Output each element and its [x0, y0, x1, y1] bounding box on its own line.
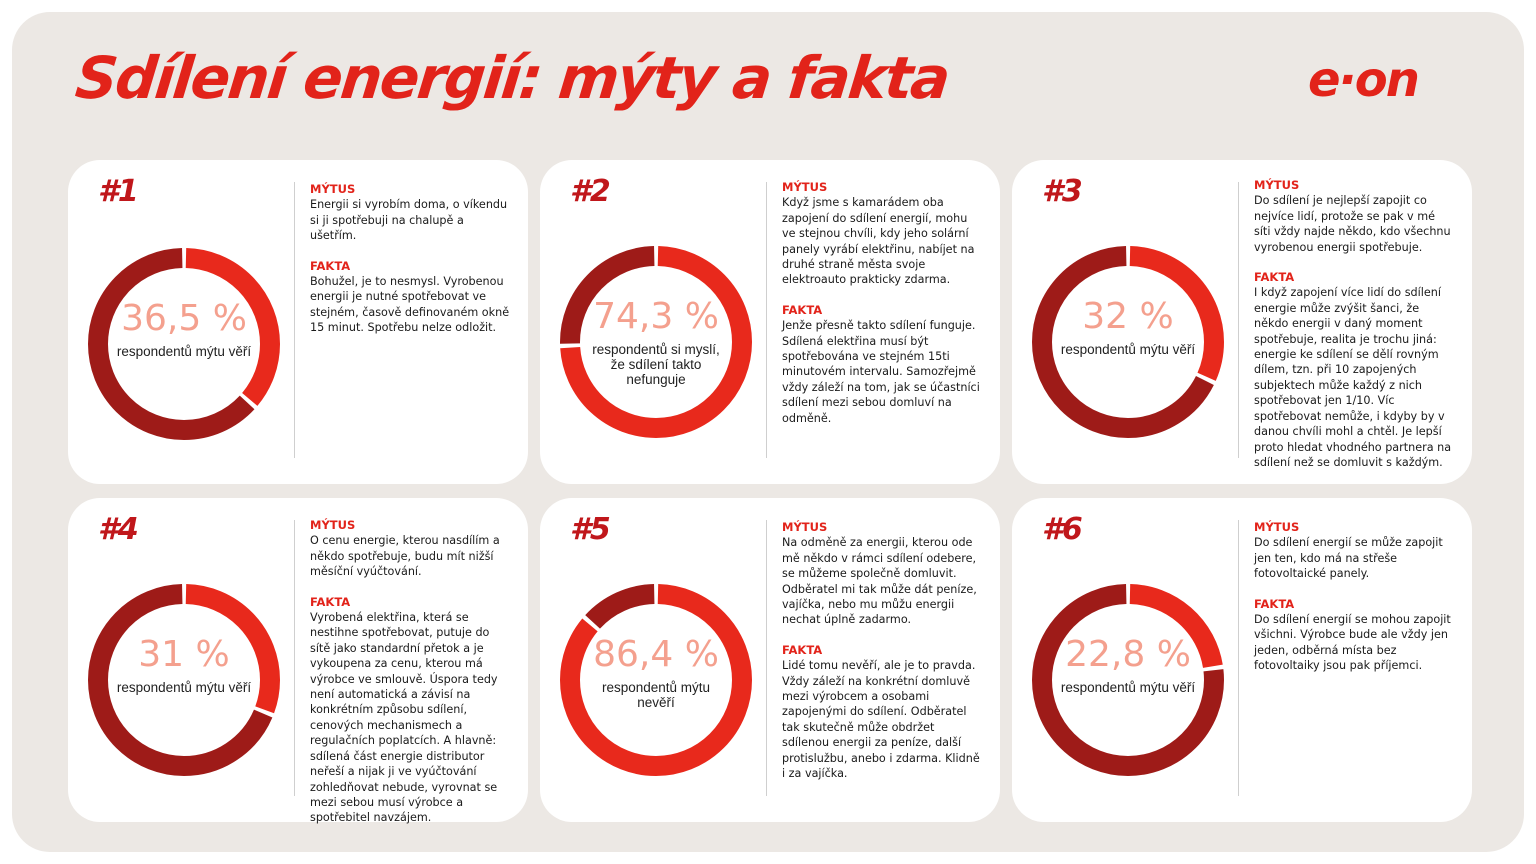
- fact-text: Do sdílení energií se mohou zapojit všichni. Výrobce bude ale vždy jen jeden, odběrná místa bez fotovoltaiky jsou pak příjemci.: [1254, 613, 1451, 673]
- percent-value: 86,4 %: [593, 634, 719, 675]
- fact-text: Bohužel, je to nesmysl. Vyrobenou energii je nutné spotřebovat ve stejném, časově definovaném okně 15 minut. Spotřebu nelze odložit.: [310, 275, 510, 335]
- text-column: [1254, 178, 1454, 470]
- percent-value: 31 %: [138, 634, 230, 675]
- myth-card: [1012, 498, 1472, 822]
- donut-chart: [1030, 582, 1226, 778]
- donut-chart: [558, 244, 754, 440]
- fact-text: Vyrobená elektřina, která se nestihne spotřebovat, putuje do sítě jako standardní přetok a je vykoupena za cenu, kterou má výrobce ve smlouvě. Úspora tedy není automatická a závisí na konkrétním způsobu sdílení, cenových mechanismech a regulačních poplatcích. A hlavně: sdílená část energie distributor neřeší a nijak ji ve vyúčtování zohledňovat nebude, vyrovnat se mezi sebou musí výrobce a spotřebitel navzájem.: [310, 611, 498, 825]
- divider: [1238, 182, 1239, 458]
- eon-logo: e·on: [1308, 52, 1418, 108]
- myth-heading: MÝTUS: [782, 180, 828, 194]
- myth-text: Na odměně za energii, kterou ode mě někdo v rámci sdílení odebere, se můžeme společně domluvit. Odběratel mi tak může dát peníze, vajíčka, nebo mu můžu energii nechat úplně zadarmo.: [782, 536, 977, 627]
- donut-chart: [86, 582, 282, 778]
- percent-label: respondentů mýtu věří: [116, 344, 252, 359]
- donut-chart: [558, 582, 754, 778]
- text-column: [310, 182, 510, 336]
- myth-heading: MÝTUS: [782, 520, 828, 534]
- fact-heading: FAKTA: [1254, 270, 1295, 285]
- myth-heading: MÝTUS: [1254, 178, 1300, 192]
- divider: [294, 182, 295, 458]
- percent-value: 36,5 %: [121, 298, 247, 339]
- myth-card: [540, 498, 1000, 822]
- myth-heading: MÝTUS: [310, 518, 356, 532]
- percent-label: respondentů mýtu věří: [116, 680, 252, 695]
- fact-heading: FAKTA: [1254, 596, 1295, 611]
- divider: [766, 182, 767, 458]
- myth-heading: MÝTUS: [1254, 520, 1300, 534]
- card-number: #5: [570, 512, 610, 547]
- text-column: [1254, 520, 1454, 674]
- myth-card: [540, 160, 1000, 484]
- fact-text: Lidé tomu nevěří, ale je to pravda. Vždy záleží na konkrétní domluvě mezi výrobcem a osobami zapojenými do sdílení. Odběratel tak skutečně může obdržet sdílenou energii za peníze, další protislužbu, anebo i zdarma. Klidně i za vajíčka.: [782, 659, 980, 781]
- myth-text: Do sdílení je nejlepší zapojit co nejvíce lidí, protože se pak v mé síti vždy najde někdo, kdo všechnu vyrobenou energii spotřebuje.: [1254, 194, 1451, 254]
- percent-value: 32 %: [1082, 296, 1174, 337]
- myth-card: [68, 498, 528, 825]
- donut-chart: [86, 246, 282, 442]
- fact-heading: FAKTA: [782, 302, 823, 317]
- text-column: [310, 518, 510, 826]
- fact-heading: FAKTA: [782, 642, 823, 657]
- card-number: #3: [1042, 174, 1082, 209]
- card-number: #4: [98, 512, 138, 547]
- myth-card: [68, 160, 528, 484]
- card-number: #1: [98, 174, 138, 209]
- text-column: [782, 520, 982, 782]
- myth-card: [1012, 160, 1472, 484]
- fact-heading: FAKTA: [310, 258, 351, 273]
- divider: [294, 520, 295, 796]
- page-title: Sdílení energií: mýty a fakta: [72, 44, 952, 112]
- myth-text: Energii si vyrobím doma, o víkendu si ji spotřebuji na chalupě a ušetřím.: [310, 198, 508, 243]
- percent-label: respondentů si myslí, že sdílení takto nefunguje: [592, 342, 720, 387]
- donut-chart: [1030, 244, 1226, 440]
- text-column: [782, 180, 982, 426]
- myth-heading: MÝTUS: [310, 182, 356, 196]
- divider: [1238, 520, 1239, 796]
- fact-heading: FAKTA: [310, 594, 351, 609]
- myth-text: Když jsme s kamarádem oba zapojení do sdílení energií, mohu ve stejnou chvíli, kdy jeho solární panely vyrábí elektřinu, nabíjet na druhé straně města svoje elektroauto prakticky zdarma.: [782, 196, 975, 287]
- percent-label: respondentů mýtu věří: [1060, 342, 1196, 357]
- percent-value: 22,8 %: [1065, 634, 1191, 675]
- percent-label: respondentů mýtu věří: [1060, 680, 1196, 695]
- card-number: #6: [1042, 512, 1082, 547]
- myth-text: Do sdílení energií se může zapojit jen ten, kdo má na střeše fotovoltaické panely.: [1254, 536, 1443, 581]
- percent-value: 74,3 %: [593, 296, 719, 337]
- card-number: #2: [570, 174, 610, 209]
- fact-text: I když zapojení více lidí do sdílení energie může zvýšit šanci, že někdo energii v daný moment spotřebuje, realita je trochu jiná: energie ke sdílení se dělí rovným dílem, tzn. při 10 zapojených subjektech může každý z nich spotřebovat jen 1/10. Víc spotřebovat nemůže, i kdyby by v danou chvíli mohl a chtěl. Je lepší proto hledat vhodného partnera na sdílení než se domluvit s každým.: [1254, 286, 1452, 469]
- percent-label: respondentů mýtu nevěří: [601, 680, 711, 710]
- divider: [766, 520, 767, 796]
- myth-text: O cenu energie, kterou nasdílím a někdo spotřebuje, budu mít nižší měsíční vyúčtování.: [310, 534, 500, 579]
- fact-text: Jenže přesně takto sdílení funguje. Sdílená elektřina musí být spotřebována ve stejném 15ti minutovém intervalu. Samozřejmě vždy záleží na tom, jak se účastníci sdílení mezi sebou domluví na odměně.: [782, 319, 980, 425]
